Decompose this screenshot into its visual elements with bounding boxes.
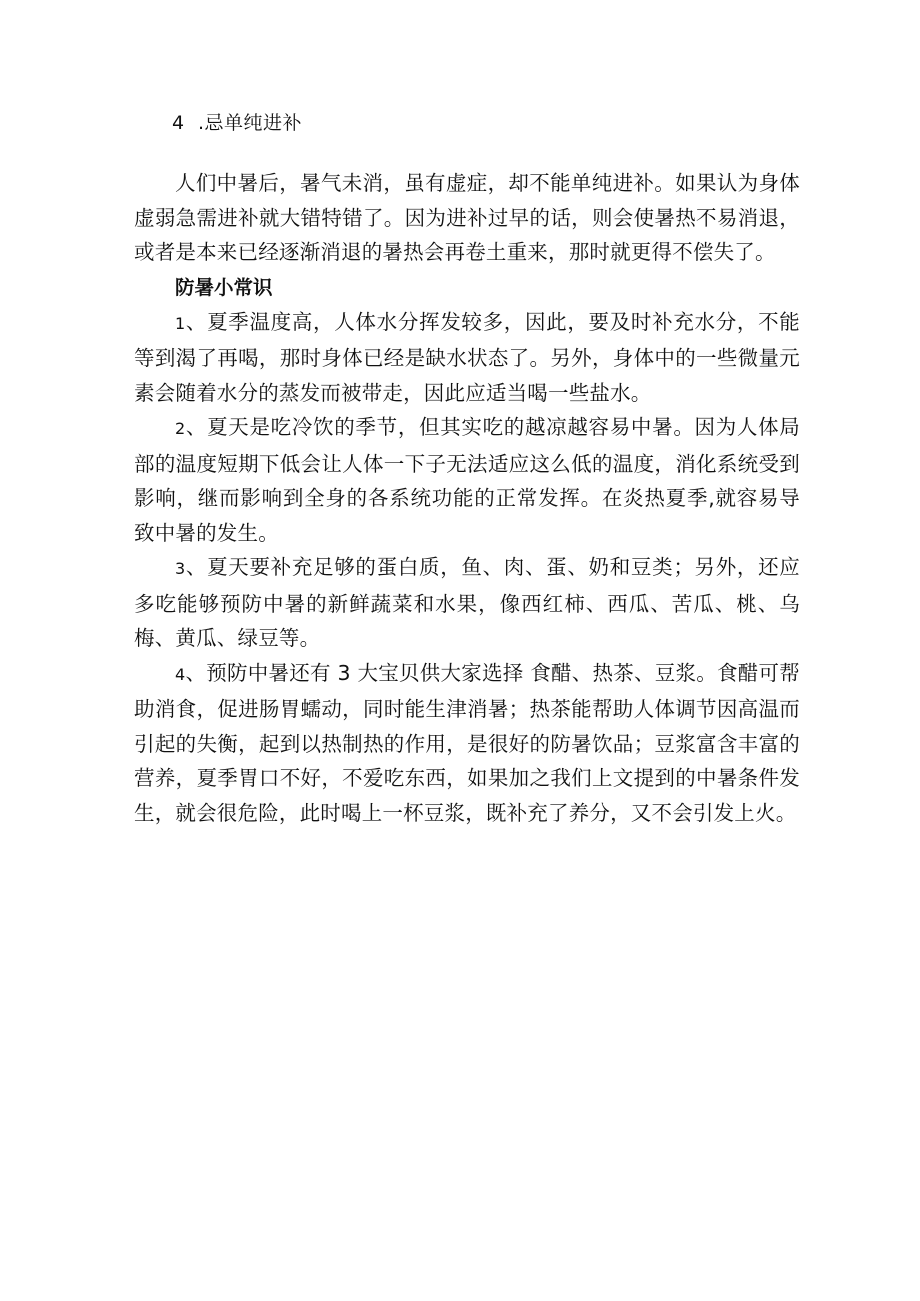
item-heading (172, 106, 800, 140)
intro-paragraph: 人们中暑后，暑气未消，虽有虚症，却不能单纯进补。如果认为身体虚弱急需进补就大错特错了。因为进补过早的话，则会使暑热不易消退，或者是本来已经逐渐消退的暑热会再卷土重来，那时就更得不偿失了。 (134, 171, 800, 264)
tip-item-2 (134, 410, 800, 550)
tip-item-1 (134, 305, 800, 411)
tip-number: 4 (175, 664, 186, 684)
document-content (134, 106, 800, 830)
tip-text: 、预防中暑还有 3 大宝贝供大家选择 食醋、热茶、豆浆。食醋可帮助消食，促进肠胃蠕动，同时能生津消暑；热茶能帮助人体调节因高温而引起的失衡，起到以热制热的作用，是很好的防暑饮品；豆浆富含丰富的营养，夏季胃口不好，不爱吃东西，如果加之我们上文提到的中暑条件发生，就会很危险，此时喝上一杯豆浆，既补充了养分，又不会引发上火。 (134, 660, 800, 825)
tip-number: 3 (175, 559, 186, 578)
tip-text: 、夏天要补充足够的蛋白质，鱼、肉、蛋、奶和豆类；另外，还应多吃能够预防中暑的新鲜蔬菜和水果，像西红柿、西瓜、苦瓜、桃、乌梅、黄瓜、绿豆等。 (134, 555, 800, 650)
tip-number: 1 (175, 313, 186, 333)
section-title: 防暑小常识 (175, 275, 273, 299)
tip-number: 2 (175, 419, 186, 438)
tip-text: 、夏天是吃冷饮的季节，但其实吃的越凉越容易中暑。因为人体局部的温度短期下低会让人体一下子无法适应这么低的温度，消化系统受到影响，继而影响到全身的各系统功能的正常发挥。在炎热夏季,就容易导致中暑的发生。 (134, 415, 800, 545)
tip-item-3 (134, 550, 800, 656)
item-heading-number: 4 (172, 112, 185, 134)
tip-text: 、夏季温度高，人体水分挥发较多，因此，要及时补充水分，不能等到渴了再喝，那时身体已经是缺水状态了。另外，身体中的一些微量元素会随着水分的蒸发而被带走，因此应适当喝一些盐水。 (134, 309, 800, 405)
tip-item-4 (134, 656, 800, 831)
item-heading-text: .忌单纯进补 (198, 112, 303, 134)
